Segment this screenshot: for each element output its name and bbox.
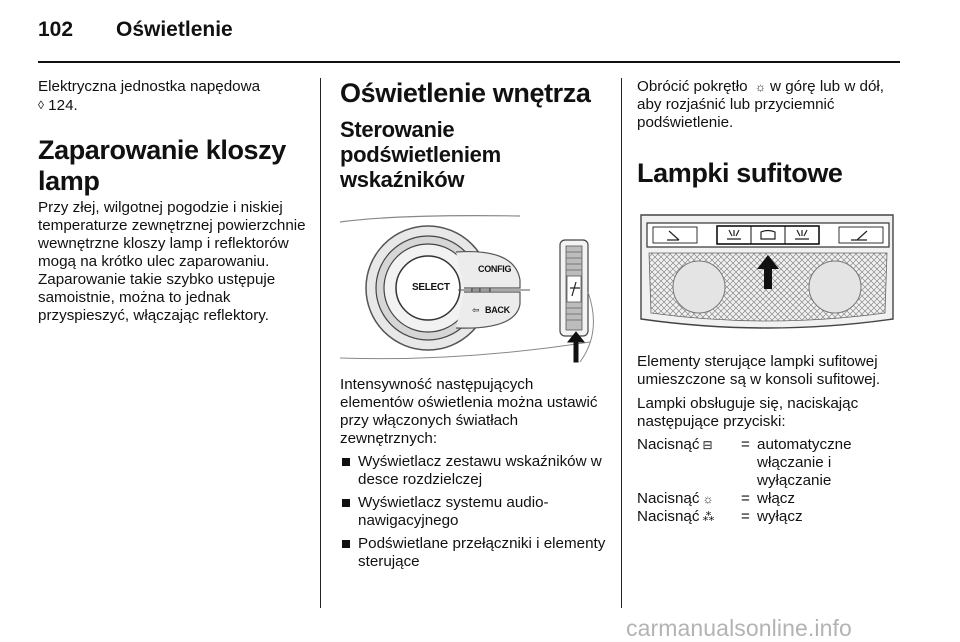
bullet-list: [340, 453, 610, 571]
subsection-title: Sterowanie podświetleniem wskaźników: [340, 117, 501, 192]
list-item: Wyświetlacz zestawu wskaźników w desce rozdzielczej: [340, 453, 610, 489]
list-item: Podświetlane przełączniki i elementy sterujące: [340, 535, 610, 571]
back-label: BACK: [485, 305, 510, 315]
intro-text: Obrócić pokrętło ☼ w górę lub w dół, aby rozjaśnić lub przyciemnić podświetlenie.: [637, 78, 885, 131]
page-header: [38, 18, 233, 48]
section-title: Oświetlenie wnętrza: [340, 78, 591, 108]
column-middle: [340, 78, 610, 571]
section-title: Lampki sufitowe: [637, 158, 843, 188]
instrument-illumination-figure: [340, 212, 596, 364]
table-row: Nacisnąć ☼ = włącz: [637, 490, 795, 507]
dimmer-wheel-icon: ☼: [754, 80, 766, 94]
auto-light-icon: ⊟: [702, 438, 713, 452]
body-text: Elementy sterujące lampki sufitowej umieszczone są w konsoli sufitowej.: [637, 353, 881, 388]
list-item: Wyświetlacz systemu audio-nawigacyjnego: [340, 494, 610, 530]
page-ref-link[interactable]: 124.: [48, 97, 78, 114]
dial-control-illustration: [340, 212, 596, 364]
table-row: Nacisnąć ⊟ = automatyczne włączanie i wyłączanie: [637, 436, 852, 489]
select-label: SELECT: [412, 282, 450, 293]
light-off-icon: ⁂: [702, 510, 715, 524]
body-text: Lampki obsługuje się, naciskając następujące przyciski:: [637, 395, 859, 430]
section-title: Zaparowanie kloszy lamp: [38, 135, 286, 196]
intro-text: Elektryczna jednostka napędowa ◊ 124.: [38, 78, 261, 114]
column-right: [637, 78, 907, 526]
column-divider: [621, 78, 622, 608]
ceiling-light-figure: [637, 209, 899, 341]
chapter-title: Oświetlenie: [116, 18, 233, 41]
section-body: Przy złej, wilgotnej pogodzie i niskiej temperaturze zewnętrznej powierzchnie wewnętrzne kloszy lamp i reflektorów mogą na krótko ulec zaparowaniu. Zaparowanie takie szybko ustępuje samoistnie, można to jednak przyspieszyć, włączając reflektory.: [38, 199, 306, 324]
watermark: carmanualsonline.info: [626, 615, 852, 641]
column-left: [38, 78, 308, 325]
ceiling-console-illustration: [637, 209, 899, 341]
column-divider: [320, 78, 321, 608]
button-function-table: [637, 436, 887, 526]
header-rule: [38, 61, 900, 63]
page-number: 102: [38, 18, 74, 41]
back-arrow-icon: ⇦: [472, 305, 480, 315]
page-ref-icon: ◊: [38, 98, 44, 112]
light-on-icon: ☼: [702, 492, 714, 506]
body-text: Intensywność następujących elementów oświetlenia można ustawić przy włączonych światłach zewnętrznych:: [340, 376, 598, 447]
table-row: Nacisnąć ⁂ = wyłącz: [637, 508, 803, 525]
config-label: CONFIG: [478, 264, 512, 274]
